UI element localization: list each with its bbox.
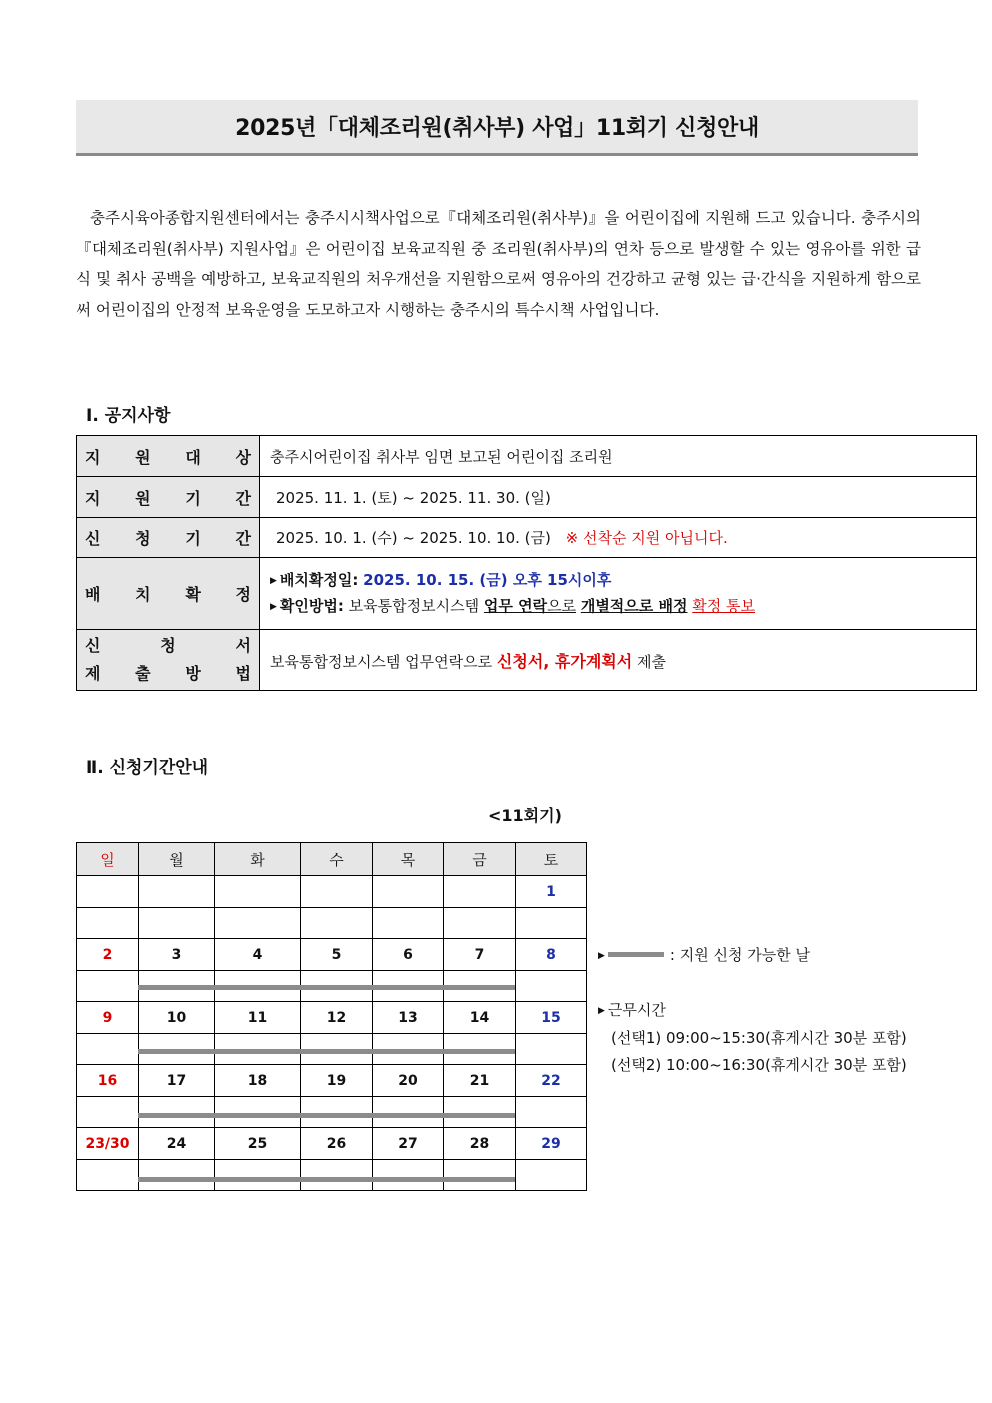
calendar-table xyxy=(76,842,587,1191)
label-char: 배 xyxy=(85,585,101,604)
notice-row-target xyxy=(77,436,977,477)
available-period-bar xyxy=(138,1049,515,1054)
week-row xyxy=(77,1065,587,1097)
label-char: 정 xyxy=(235,585,251,604)
week-row xyxy=(77,1002,587,1034)
day-cell: 16 xyxy=(77,1065,139,1097)
week-spacer-row xyxy=(77,1160,587,1191)
week-spacer-row xyxy=(77,908,587,939)
day-cell: 29 xyxy=(516,1128,587,1160)
available-period-bar xyxy=(138,1113,515,1118)
available-period-bar xyxy=(138,1177,515,1182)
first-come-note: ※ 선착순 지원 아닙니다. xyxy=(565,529,728,547)
notice-row-period xyxy=(77,477,977,518)
day-cell: 11 xyxy=(215,1002,301,1034)
day-cell: 9 xyxy=(77,1002,139,1034)
label-char: 기 xyxy=(185,529,201,548)
weekday-sun: 일 xyxy=(77,843,139,876)
label-char: 치 xyxy=(135,585,151,604)
week-spacer-row xyxy=(77,1097,587,1128)
day-cell: 28 xyxy=(444,1128,516,1160)
label-char: 청 xyxy=(135,529,151,548)
day-cell: 27 xyxy=(373,1128,444,1160)
intro-text: 충주시육아종합지원센터에서는 충주시시책사업으로『대체조리원(취사부)』을 어린이집에 지원해 드고 있습니다. 충주시의『대체조리원(취사부) 지원사업』은 어린이집 보육교직원 중 조리원(취사부)의 연차 등으로 발생할 수 있는 영유아를 위한 급식 및 취사 공백을 예방하고, 보육교직원의 처우개선을 지원함으로써 영유아의 건강하고 균형 있는 급·간식을 지원하게 함으로써 어린이집의 안정적 보육운영을 도모하고자 시행하는 충주시의 특수시책 사업입니다. xyxy=(76,209,921,319)
row-label xyxy=(77,558,260,630)
day-cell: 20 xyxy=(373,1065,444,1097)
row-label xyxy=(77,477,260,518)
weekday-fri: 금 xyxy=(444,843,516,876)
label-char: 지 xyxy=(85,447,101,467)
work-hours-option: (선택1) 09:00~15:30(휴게시간 30분 포함) xyxy=(611,1029,907,1047)
label-char: 신 xyxy=(85,529,101,548)
day-cell: 7 xyxy=(444,939,516,971)
day-cell xyxy=(373,876,444,908)
label-char: 원 xyxy=(135,447,151,467)
label-char: 방 xyxy=(185,664,201,683)
intro-paragraph xyxy=(76,203,921,325)
row-label xyxy=(77,436,260,477)
notice-row-assign xyxy=(77,558,977,630)
label-char: 확 xyxy=(185,585,201,604)
row-value: 보육통합정보시스템 업무연락으로 신청서, 휴가계획서 제출 xyxy=(260,630,977,691)
label-char: 제 xyxy=(85,664,101,683)
assign-date-line: ▶ 배치확정일: 2025. 10. 15. (금) 오후 15시이후 xyxy=(270,570,612,589)
day-cell: 22 xyxy=(516,1065,587,1097)
triangle-bullet-icon: ▶ xyxy=(270,575,277,586)
triangle-bullet-icon: ▶ xyxy=(598,1006,605,1016)
row-value: 충주시어린이집 취사부 임면 보고된 어린이집 조리원 xyxy=(260,436,977,477)
legend-bar-icon xyxy=(608,952,664,957)
label-char: 청 xyxy=(160,636,176,655)
work-hours xyxy=(598,997,907,1079)
notice-table xyxy=(76,435,977,691)
day-cell: 14 xyxy=(444,1002,516,1034)
label-char: 원 xyxy=(135,488,151,508)
apply-period: 2025. 10. 1. (수) ~ 2025. 10. 10. (금) xyxy=(276,529,551,547)
day-cell xyxy=(139,876,215,908)
day-cell xyxy=(301,876,373,908)
day-cell: 6 xyxy=(373,939,444,971)
day-cell: 2 xyxy=(77,939,139,971)
label-char: 서 xyxy=(235,636,251,655)
required-documents: 신청서, 휴가계획서 xyxy=(496,651,633,671)
label-char: 출 xyxy=(135,664,151,683)
work-hours-title: 근무시간 xyxy=(607,1001,666,1019)
day-cell: 1 xyxy=(516,876,587,908)
label-char: 기 xyxy=(185,488,201,508)
day-cell: 25 xyxy=(215,1128,301,1160)
weekday-sat: 토 xyxy=(516,843,587,876)
day-cell xyxy=(77,876,139,908)
day-cell: 12 xyxy=(301,1002,373,1034)
day-cell: 26 xyxy=(301,1128,373,1160)
label-char: 대 xyxy=(185,447,201,467)
label-char: 간 xyxy=(235,529,251,548)
day-cell: 18 xyxy=(215,1065,301,1097)
row-value: 2025. 11. 1. (토) ~ 2025. 11. 30. (일) xyxy=(260,477,977,518)
week-row xyxy=(77,876,587,908)
work-hours-option: (선택2) 10:00~16:30(휴게시간 30분 포함) xyxy=(611,1056,907,1074)
section2-heading: Ⅱ. 신청기간안내 xyxy=(86,758,209,778)
day-cell: 24 xyxy=(139,1128,215,1160)
day-cell: 13 xyxy=(373,1002,444,1034)
day-cell: 19 xyxy=(301,1065,373,1097)
available-period-bar xyxy=(138,985,515,990)
weekday-thu: 목 xyxy=(373,843,444,876)
label-char: 상 xyxy=(235,447,251,467)
day-cell xyxy=(215,876,301,908)
row-value xyxy=(260,558,977,630)
check-method-line: ▶ 확인방법: 보육통합정보시스템 업무 연락으로 개별적으로 배정 확정 통보 xyxy=(270,596,755,615)
section1-heading: Ⅰ. 공지사항 xyxy=(86,406,171,426)
week-row xyxy=(77,1128,587,1160)
day-cell: 10 xyxy=(139,1002,215,1034)
notice-row-apply xyxy=(77,518,977,558)
day-cell: 15 xyxy=(516,1002,587,1034)
day-cell: 17 xyxy=(139,1065,215,1097)
row-value xyxy=(260,518,977,558)
day-cell: 4 xyxy=(215,939,301,971)
legend-text: : 지원 신청 가능한 날 xyxy=(669,946,810,964)
week-row xyxy=(77,939,587,971)
assign-date: 2025. 10. 15. (금) 오후 15시이후 xyxy=(363,570,612,589)
page-title: 2025년「대체조리원(취사부) 사업」11회기 신청안내 xyxy=(235,116,759,141)
triangle-bullet-icon: ▶ xyxy=(270,601,277,612)
day-cell: 8 xyxy=(516,939,587,971)
notice-row-submit xyxy=(77,630,977,691)
label-char: 법 xyxy=(235,664,251,683)
calendar-legend xyxy=(598,944,810,965)
day-cell: 5 xyxy=(301,939,373,971)
day-cell: 3 xyxy=(139,939,215,971)
day-cell: 21 xyxy=(444,1065,516,1097)
day-cell: 23/30 xyxy=(77,1128,139,1160)
weekday-tue: 화 xyxy=(215,843,301,876)
row-label xyxy=(77,518,260,558)
row-label xyxy=(77,630,260,691)
triangle-bullet-icon: ▶ xyxy=(598,951,605,961)
weekday-header-row xyxy=(77,843,587,876)
calendar-caption: <11회기) xyxy=(488,806,562,825)
title-banner xyxy=(76,100,918,156)
day-cell xyxy=(444,876,516,908)
label-char: 신 xyxy=(85,636,101,655)
label-char: 간 xyxy=(235,488,251,508)
weekday-wed: 수 xyxy=(301,843,373,876)
label-char: 지 xyxy=(85,488,101,508)
weekday-mon: 월 xyxy=(139,843,215,876)
